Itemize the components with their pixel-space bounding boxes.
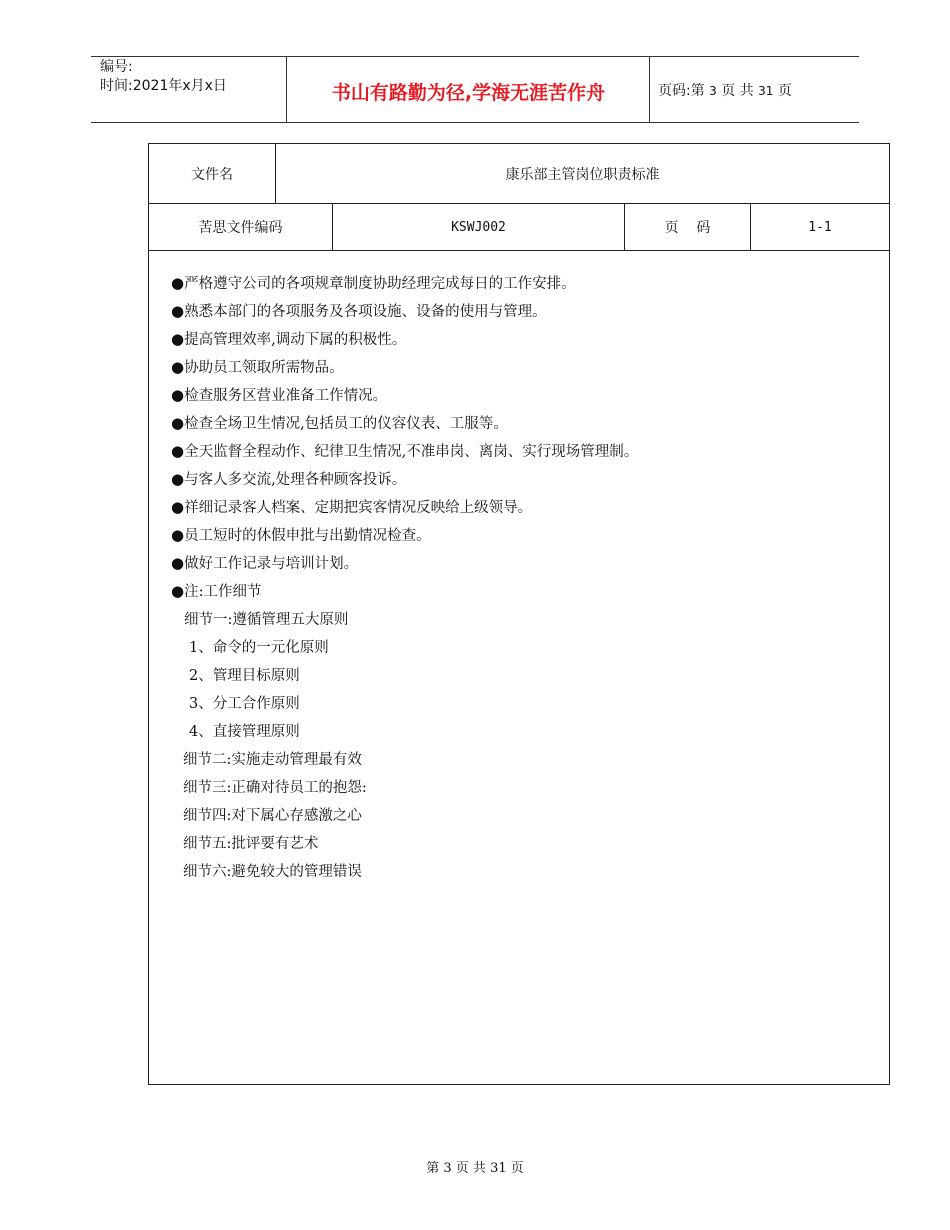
header-top-rule (91, 56, 859, 57)
header-page-prefix: 页码:第 (658, 83, 705, 99)
detail-item: 细节四:对下属心存感激之心 (183, 808, 362, 824)
duty-item: ●与客人多交流,处理各种顾客投诉。 (171, 470, 407, 488)
header-page-suffix: 页 (777, 83, 792, 99)
page-footer (0, 1157, 950, 1176)
duty-item: ●员工短时的休假申批与出勤情况检查。 (171, 526, 431, 544)
duty-item: ●做好工作记录与培训计划。 (171, 554, 359, 572)
principle-item: 4、直接管理原则 (189, 724, 300, 740)
footer-current: 3 (443, 1161, 452, 1176)
header-page-total: 31 (758, 84, 774, 98)
duty-item: ●提高管理效率,调动下属的积极性。 (171, 330, 407, 348)
duty-item: ●祥细记录客人档案、定期把宾客情况反映给上级领导。 (171, 498, 533, 516)
file-code-row (149, 204, 889, 251)
footer-total: 31 (490, 1161, 507, 1176)
duty-item: ●协助员工领取所需物品。 (171, 358, 344, 376)
detail-one-title: 细节一:遵循管理五大原则 (184, 612, 349, 628)
header-motto: 书山有路勤为径,学海无涯苦作舟 (331, 82, 606, 104)
page-value: 1-1 (808, 219, 832, 235)
header-time-label: 时间:2021年x月x日 (100, 78, 227, 94)
footer-suffix: 页 (510, 1161, 524, 1176)
duty-item: ●严格遵守公司的各项规章制度协助经理完成每日的工作安排。 (171, 274, 576, 292)
document-form (148, 143, 890, 1085)
file-name-row (149, 144, 889, 204)
duty-item: ●检查全场卫生情况,包括员工的仪容仪表、工服等。 (171, 414, 508, 432)
detail-item: 细节六:避免较大的管理错误 (183, 864, 362, 880)
principle-item: 1、命令的一元化原则 (189, 640, 329, 656)
duty-item: ●熟悉本部门的各项服务及各项设施、设备的使用与管理。 (171, 302, 547, 320)
file-code-value: KSWJ002 (451, 219, 506, 235)
header-page-indicator (658, 80, 792, 100)
page-label: 页 码 (664, 220, 711, 236)
detail-item: 细节二:实施走动管理最有效 (183, 752, 362, 768)
detail-item: 细节五:批评要有艺术 (183, 836, 319, 852)
footer-prefix: 第 (426, 1161, 440, 1176)
file-code-label: 苦思文件编码 (198, 220, 283, 236)
header-bottom-rule (91, 122, 859, 123)
detail-item: 细节三:正确对待员工的抱怨: (183, 780, 367, 796)
header-number-label: 编号: (100, 59, 133, 75)
footer-mid: 页 共 (455, 1161, 486, 1176)
duty-item: ●注:工作细节 (171, 582, 262, 600)
duty-item: ●全天监督全程动作、纪律卫生情况,不准串岗、离岗、实行现场管理制。 (171, 442, 639, 460)
duty-item: ●检查服务区营业准备工作情况。 (171, 386, 388, 404)
principle-item: 3、分工合作原则 (189, 696, 300, 712)
header-page-mid: 页 共 (721, 83, 754, 99)
header-meta (100, 58, 227, 96)
file-name-label: 文件名 (191, 166, 233, 183)
file-name-value: 康乐部主管岗位职责标准 (505, 166, 660, 183)
header-page-current: 3 (709, 84, 717, 98)
principle-item: 2、管理目标原则 (189, 668, 300, 684)
